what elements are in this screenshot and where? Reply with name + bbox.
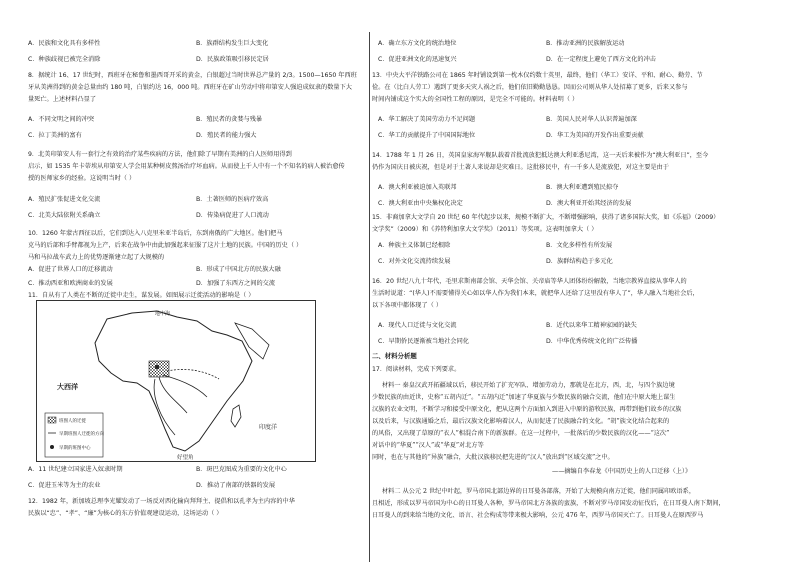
material2-line-2: 且相近，形成以罗马帝国为中心的日耳曼人各种，罗马帝国北方各族的蛮族，不断对罗马帝国发动征伐后，在日耳曼人南下期间， bbox=[372, 500, 725, 507]
material1-line-3: 汉族的农业文明，不断学习和接受中原文化，把从这两个方面加入到进入中原的游牧民族，再带到他们故乡的汉族 bbox=[372, 406, 682, 413]
q13-option-b: B．美国人民对华人认识普遍加深 bbox=[546, 116, 637, 123]
q16-line-2: 生活时说道：“(华人)不需要懂得关心如以华人作为我们本来，就把华人还给了这里没有华人了”，华人融入当地社会后， bbox=[372, 290, 699, 297]
q10-line-2: 克马的后部和手臂都视为上产，后来在战争中由此加强起来征服了这片土地的民族。中国的历史（ ） bbox=[28, 242, 303, 249]
q11-option-a: A．11 世纪建立国家进入奴隶时期 bbox=[28, 466, 123, 473]
q11-stem: 11．自从有了人类在不断的迁徙中走生，谋发展。如图展示迁徙活动的影响是（ ） bbox=[28, 292, 255, 299]
q13-option-d: D．华工为美国的开发作出重要贡献 bbox=[546, 132, 644, 139]
q14-option-d: D．澳大利亚开始其经济的发展 bbox=[546, 200, 632, 207]
q17-stem: 17．阅读材料，完成下列要求。 bbox=[372, 366, 461, 373]
q13-option-a: A．华工解决了美国劳动力不足问题 bbox=[378, 116, 476, 123]
q13-line-1: 13．中央大平洋铁路公司在 1865 年时铺设到第一枕木仅约数十英里，最终，他们（华工）安详、平和、耐心、勤劳、节 bbox=[372, 72, 703, 79]
q12-option-a: A．确立东方文化的统治地位 bbox=[378, 40, 457, 47]
madagascar-outline bbox=[231, 405, 241, 427]
q8-option-b: B．殖民者的贪婪与残暴 bbox=[196, 116, 263, 123]
q10-option-a: A．促进了世界人口的迁移流动 bbox=[28, 266, 113, 273]
q15-line-1: 15．非裔加拿大文学自 20 世纪 60 年代起步以来，规模不断扩大，不断增强影响，获得了诸多国际大奖，如《乐福》（2009） bbox=[372, 214, 720, 221]
q9-line-1: 9．北美印第安人有一套行之有效的治疗某些疾病的方法，他们除了早期有美洲的白人医师用得到 bbox=[28, 151, 292, 158]
q10-line-1: 10．1260 年蒙古西征以后，它们到达入八克里米亚半岛后，东到南俄的广大地区。他们把马 bbox=[28, 230, 283, 237]
column-divider bbox=[369, 32, 370, 562]
map-label-cape: 好望角 bbox=[177, 455, 194, 461]
q7-option-b: B．族群结构发生巨大变化 bbox=[196, 40, 269, 47]
q11-option-c: C．促进玉米等为主的农业 bbox=[28, 482, 101, 489]
q9-option-a: A．殖民扩张促进文化交流 bbox=[28, 196, 101, 203]
q7-option-a: A．民族和文化具有多样性 bbox=[28, 40, 101, 47]
q9-option-c: C．北美大陆依附关系确立 bbox=[28, 212, 101, 219]
map-label-sea: 地中海 bbox=[155, 311, 171, 317]
q8-option-d: D．殖民者的能力强大 bbox=[196, 132, 257, 139]
q12-option-b: B．推动亚洲的民族解放运动 bbox=[546, 40, 625, 47]
q12-line-1: 12．1982 年，新加坡总理李光耀发动了一场反对西化输向拜拜主、提倡和以孔孝为主内容的中华 bbox=[28, 498, 295, 505]
material1-line-6: 对话中的“华夏”“汉人”或“华夏”对北方等 bbox=[372, 442, 484, 449]
material1-line-4: 以及后来，与汉族通婚之后，最后汉族文化影响着汉人，从而促进了民族融合的文化。“胡”族文化结合起来的 bbox=[372, 418, 670, 425]
q14-line-1: 14．1788 年 1 月 26 日，英国皇家海军舰队载着首批流放犯抵达澳大利亚悉尼湾，这一天后来被作为“澳大利亚日”，至今 bbox=[372, 152, 709, 159]
q16-option-a: A．现代人口迁徙与文化交流 bbox=[378, 322, 457, 329]
q9-line-2: 启示，如 1535 年卡蒂埃从印第安人学会用某种树皮熬汤治疗坏血病。从而使上千人中有一个不知名的病人被治愈传 bbox=[28, 163, 345, 170]
material1-line-2: 少数民族的由近世，史称“五胡内迁”。“五胡内迁”加速了华夏族与少数民族的融合交流，他们在中原大地上谋生 bbox=[372, 394, 676, 401]
arabia-outline bbox=[235, 323, 269, 359]
material2-line-1: 材料二 从公元 2 世纪中叶起，罗马帝国北部边界的日耳曼各部落，开始了大规模向南方迁徙，他们同属印欧语系， bbox=[382, 488, 696, 495]
bantu-origin-area bbox=[149, 361, 169, 377]
q16-line-3: 以下各项中都体现了（ ） bbox=[372, 302, 443, 309]
q12-option-d: D．在一定程度上避免了西方文化的冲击 bbox=[546, 56, 656, 63]
q15-option-d: D．族群结构趋于多元化 bbox=[546, 258, 613, 265]
q7-option-c: C．种族歧视已被完全消除 bbox=[28, 56, 101, 63]
q13-option-c: C．华工的贡献提升了中国国际地位 bbox=[378, 132, 476, 139]
material1-source: ——摘编自李春龙《中国历史上的人口迁移（上）》 bbox=[552, 468, 692, 475]
q13-line-3: 时间内铺成这个实大的全国性工程的原因，是完全不可能的。材料表明（ ） bbox=[372, 96, 579, 103]
africa-map-svg bbox=[37, 301, 315, 461]
q15-line-2: 文学奖”（2009）和《养特利加拿大文学奖》（2011）等奖项。这表明加拿大（ ） bbox=[372, 226, 598, 233]
africa-outline bbox=[95, 311, 252, 451]
material1-line-7: 同时，也在与其他的“异族”融合，大批汉族移民把先进的“汉人”放出到“区域交流”之中。 bbox=[372, 454, 614, 461]
africa-migration-map bbox=[36, 300, 316, 462]
q13-line-2: 俭。在（比白人劳工）遇到了更多天灾人祸之后，他们依旧勤勤恳恳。因而公司则从华人处招募了更多，后来又参与 bbox=[372, 84, 688, 91]
q9-option-d: D．传染病促进了人口流动 bbox=[196, 212, 269, 219]
q9-line-3: 授的医师家乡的经验。这说明当时（ ） bbox=[28, 175, 136, 182]
bantu-center-star bbox=[155, 365, 159, 369]
migration-arrow-1 bbox=[159, 377, 187, 413]
legend-text-3: 早期的班图中心 bbox=[59, 446, 91, 451]
migration-arrow-2 bbox=[163, 375, 207, 397]
q15-option-c: C．对外文化交流持续发展 bbox=[378, 258, 451, 265]
migration-arrow-4 bbox=[167, 369, 219, 379]
map-label-atlantic: 大西洋 bbox=[57, 383, 78, 391]
q16-line-1: 16．20 世纪八九十年代，毛里求斯南部会馆、天华会馆、关帝庙等华人团体纷纷解散，当地宗教界直接从事华人的 bbox=[372, 278, 687, 285]
q11-option-d: D．推动了南部的铁器的发展 bbox=[196, 482, 276, 489]
q10-line-3: 马和马拉战车武力上的优势逐渐建立起了大规模的 bbox=[28, 254, 165, 261]
q12-option-c: C．促进亚洲文化的迅速复兴 bbox=[378, 56, 457, 63]
legend-text-2: 早期班图人迁徙的方向 bbox=[59, 432, 104, 437]
q12-line-2: 民族以“忠”、“孝”、“廉”为核心的东方价值观建设运动，这场运动（ ） bbox=[28, 510, 223, 517]
q8-line-2: 牙从美洲得到的黄金总量由约 180 吨，白银约达 16，000 吨。西班牙在矿山劳动中将印第安人强迫成奴隶的数量下大 bbox=[28, 84, 352, 91]
q16-option-d: D．中华优秀传统文化的广泛传播 bbox=[546, 338, 638, 345]
q10-option-d: D．加强了东西方之间的交流 bbox=[196, 280, 276, 287]
q16-option-b: B．近代以来华工精神家园的缺失 bbox=[546, 322, 637, 329]
map-label-indian: 印度洋 bbox=[259, 424, 278, 431]
q10-option-c: C．推动西亚和欧洲商业的发展 bbox=[28, 280, 113, 287]
material2-line-3: 日耳曼人的到来给当地的文化、语言、社会构成等带来极大影响，公元 476 年，西罗马帝国灭亡了。日耳曼人在原西罗马 bbox=[372, 512, 704, 519]
q8-line-1: 8．据统计 16、17 世纪时，西班牙在秘鲁和墨西哥开采的黄金，白银超过当时世界总产量的 2/3。1500—1650 年西班 bbox=[28, 72, 357, 79]
q11-option-b: B．斑巴克图成为重要的文化中心 bbox=[196, 466, 287, 473]
q14-line-2: 仍作为国庆日被庆祝，但是对于土著人来说却是灾难日。这批移民中，有一千多人是流放犯，对这主要是由于 bbox=[372, 164, 669, 171]
q15-option-a: A．种族主义体制已经根除 bbox=[378, 242, 451, 249]
q14-option-b: B．澳大利亚遭到殖民掠夺 bbox=[546, 184, 619, 191]
section-heading-material: 二、材料分析题 bbox=[372, 352, 417, 360]
q10-option-b: B．形成了中国北方的民族大融 bbox=[196, 266, 281, 273]
legend-text-1: 班图人的迁徙 bbox=[59, 419, 86, 424]
q15-option-b: B．文化多样性有所发展 bbox=[546, 242, 613, 249]
q7-option-d: D．民族政策吸引移民定居 bbox=[196, 56, 269, 63]
material1-line-5: 的风俗，又出现了草原的“衣人”相混合南下的新族群。在这一过程中，一批落后的少数民族的汉化——“这次” bbox=[372, 430, 670, 437]
q14-option-a: A．澳大利亚被迫加入英联邦 bbox=[378, 184, 457, 191]
q16-option-c: C．早期侨民逐渐被当地社会同化 bbox=[378, 338, 469, 345]
q9-option-b: B．土著医师的医病疗效高 bbox=[196, 196, 269, 203]
legend-swatch-1 bbox=[48, 417, 56, 423]
q14-option-c: C．澳大利亚由中央集权化决定 bbox=[378, 200, 463, 207]
q8-option-c: C．拉丁美洲的富有 bbox=[28, 132, 82, 139]
q8-option-a: A．不同文明之间的冲突 bbox=[28, 116, 95, 123]
material1-line-1: 材料一 秦皇汉武开拓疆域以后，移民开始了扩充军队、增加劳动力，那就是在北方，西，北，与四个族边境 bbox=[382, 382, 675, 389]
legend-swatch-3 bbox=[50, 445, 54, 449]
q8-line-3: 量死亡。上述材料凸显了 bbox=[28, 96, 97, 103]
